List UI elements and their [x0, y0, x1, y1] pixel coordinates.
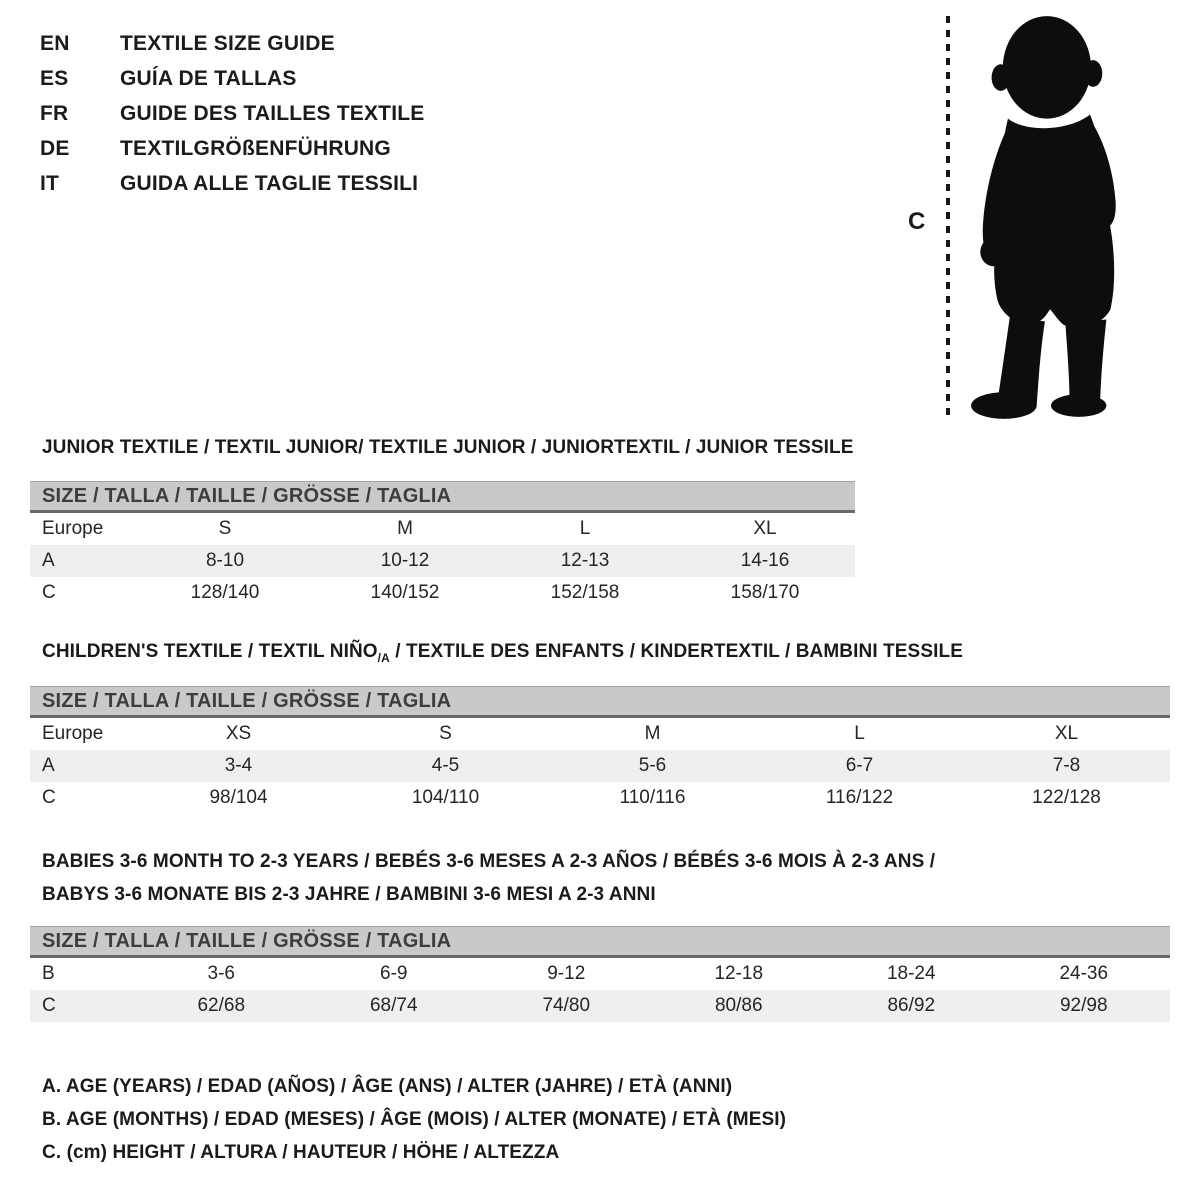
language-code: DE — [40, 137, 70, 160]
size-table-header-bar: SIZE / TALLA / TAILLE / GRÖSSE / TAGLIA — [30, 482, 855, 512]
table-cell: 9-12 — [480, 957, 653, 991]
table-row-age — [30, 545, 855, 577]
junior-size-table — [30, 481, 855, 609]
language-row-es — [40, 61, 424, 96]
language-title: TEXTILGRÖßENFÜHRUNG — [120, 137, 391, 160]
table-cell: XL — [963, 717, 1170, 751]
table-cell: 12-18 — [653, 957, 826, 991]
row-label: C — [30, 577, 135, 609]
table-cell: M — [315, 512, 495, 546]
table-cell: 24-36 — [998, 957, 1171, 991]
language-row-en — [40, 26, 424, 61]
table-cell: XS — [135, 717, 342, 751]
table-row-age-months — [30, 957, 1170, 991]
table-row-europe — [30, 717, 1170, 751]
table-cell: 3-6 — [135, 957, 308, 991]
language-row-de — [40, 131, 424, 166]
table-cell: 92/98 — [998, 990, 1171, 1022]
table-cell: S — [342, 717, 549, 751]
children-size-table — [30, 686, 1170, 814]
row-label: C — [30, 990, 135, 1022]
table-cell: 8-10 — [135, 545, 315, 577]
table-cell: 5-6 — [549, 750, 756, 782]
language-code: FR — [40, 102, 69, 125]
children-heading-pre: CHILDREN'S TEXTILE / TEXTIL NIÑO — [42, 641, 378, 662]
babies-size-table — [30, 926, 1170, 1022]
table-cell: L — [495, 512, 675, 546]
children-heading-post: / TEXTILE DES ENFANTS / KINDERTEXTIL / BAMBINI TESSILE — [389, 641, 963, 662]
babies-heading-line2: BABYS 3-6 MONATE BIS 2-3 JAHRE / BAMBINI 3-6 MESI A 2-3 ANNI — [42, 884, 656, 905]
children-section-heading — [42, 641, 963, 665]
language-title: GUÍA DE TALLAS — [120, 67, 297, 90]
footnote-c: C. (cm) HEIGHT / ALTURA / HAUTEUR / HÖHE / ALTEZZA — [42, 1142, 560, 1163]
table-cell: 122/128 — [963, 782, 1170, 814]
footnote-b: B. AGE (MONTHS) / EDAD (MESES) / ÂGE (MOIS) / ALTER (MONATE) / ETÀ (MESI) — [42, 1109, 787, 1130]
table-cell: 104/110 — [342, 782, 549, 814]
table-cell: 158/170 — [675, 577, 855, 609]
junior-section-heading: JUNIOR TEXTILE / TEXTIL JUNIOR/ TEXTILE JUNIOR / JUNIORTEXTIL / JUNIOR TESSILE — [42, 437, 854, 458]
table-cell: 128/140 — [135, 577, 315, 609]
table-cell: S — [135, 512, 315, 546]
table-cell: 12-13 — [495, 545, 675, 577]
table-cell: XL — [675, 512, 855, 546]
row-label: Europe — [30, 512, 135, 546]
row-label: A — [30, 545, 135, 577]
row-label: C — [30, 782, 135, 814]
table-cell: 152/158 — [495, 577, 675, 609]
table-cell: 7-8 — [963, 750, 1170, 782]
language-row-fr — [40, 96, 424, 131]
row-label: A — [30, 750, 135, 782]
language-code: IT — [40, 172, 60, 195]
table-cell: 140/152 — [315, 577, 495, 609]
table-cell: M — [549, 717, 756, 751]
language-code: ES — [40, 67, 69, 90]
size-table-header-bar: SIZE / TALLA / TAILLE / GRÖSSE / TAGLIA — [30, 687, 1170, 717]
children-heading-subscript: /A — [377, 651, 390, 665]
language-guide-list — [40, 26, 424, 201]
table-cell: 6-7 — [756, 750, 963, 782]
language-row-it — [40, 166, 424, 201]
table-cell: 80/86 — [653, 990, 826, 1022]
height-measure-dashed-line — [946, 16, 950, 418]
table-row-height — [30, 990, 1170, 1022]
toddler-silhouette-icon — [960, 12, 1140, 422]
babies-heading-line1: BABIES 3-6 MONTH TO 2-3 YEARS / BEBÉS 3-6 MESES A 2-3 AÑOS / BÉBÉS 3-6 MOIS À 2-3 ANS / — [42, 851, 936, 872]
table-cell: 14-16 — [675, 545, 855, 577]
table-cell: 86/92 — [825, 990, 998, 1022]
table-cell: L — [756, 717, 963, 751]
table-row-height — [30, 782, 1170, 814]
table-row-europe — [30, 512, 855, 546]
table-cell: 62/68 — [135, 990, 308, 1022]
babies-section-heading — [42, 845, 962, 911]
language-title: TEXTILE SIZE GUIDE — [120, 32, 335, 55]
table-cell: 3-4 — [135, 750, 342, 782]
language-code: EN — [40, 32, 70, 55]
table-cell: 98/104 — [135, 782, 342, 814]
table-cell: 4-5 — [342, 750, 549, 782]
table-row-age — [30, 750, 1170, 782]
language-title: GUIDA ALLE TAGLIE TESSILI — [120, 172, 419, 195]
table-cell: 6-9 — [308, 957, 481, 991]
table-cell: 10-12 — [315, 545, 495, 577]
height-measure-label: C — [908, 208, 926, 235]
table-cell: 68/74 — [308, 990, 481, 1022]
table-cell: 116/122 — [756, 782, 963, 814]
footnote-a: A. AGE (YEARS) / EDAD (AÑOS) / ÂGE (ANS) / ALTER (JAHRE) / ETÀ (ANNI) — [42, 1076, 733, 1097]
language-title: GUIDE DES TAILLES TEXTILE — [120, 102, 425, 125]
row-label: Europe — [30, 717, 135, 751]
table-row-height — [30, 577, 855, 609]
table-cell: 74/80 — [480, 990, 653, 1022]
table-cell: 18-24 — [825, 957, 998, 991]
size-table-header-bar: SIZE / TALLA / TAILLE / GRÖSSE / TAGLIA — [30, 927, 1170, 957]
footnotes — [42, 1070, 786, 1169]
row-label: B — [30, 957, 135, 991]
table-cell: 110/116 — [549, 782, 756, 814]
